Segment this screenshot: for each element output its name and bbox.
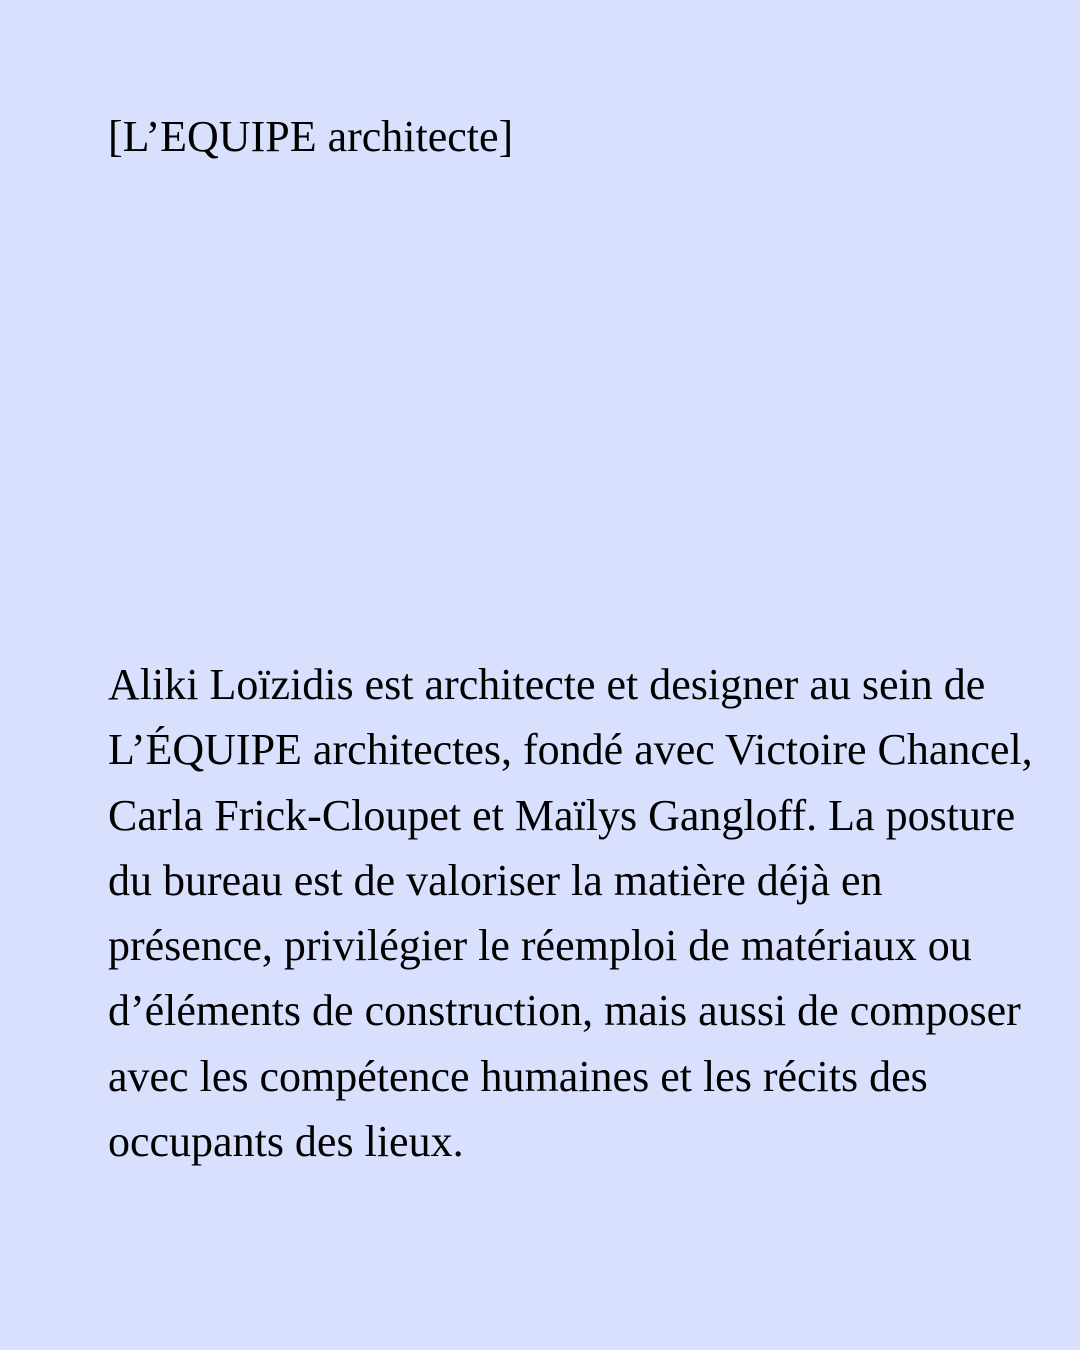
- page-heading: [L’EQUIPE architecte]: [108, 112, 514, 161]
- body-paragraph: Aliki Loïzidis est architecte et designer au sein de L’ÉQUIPE architectes, fondé avec Victoire Chancel, Carla Frick-Cloupet et Maïlys Gangloff. La posture du bureau est de valoriser la matière déjà en présence, privilégier le réemploi de matériaux ou d’éléments de construction, mais aussi de composer avec les compétence humaines et les récits des occupants des lieux.: [108, 660, 1033, 1167]
